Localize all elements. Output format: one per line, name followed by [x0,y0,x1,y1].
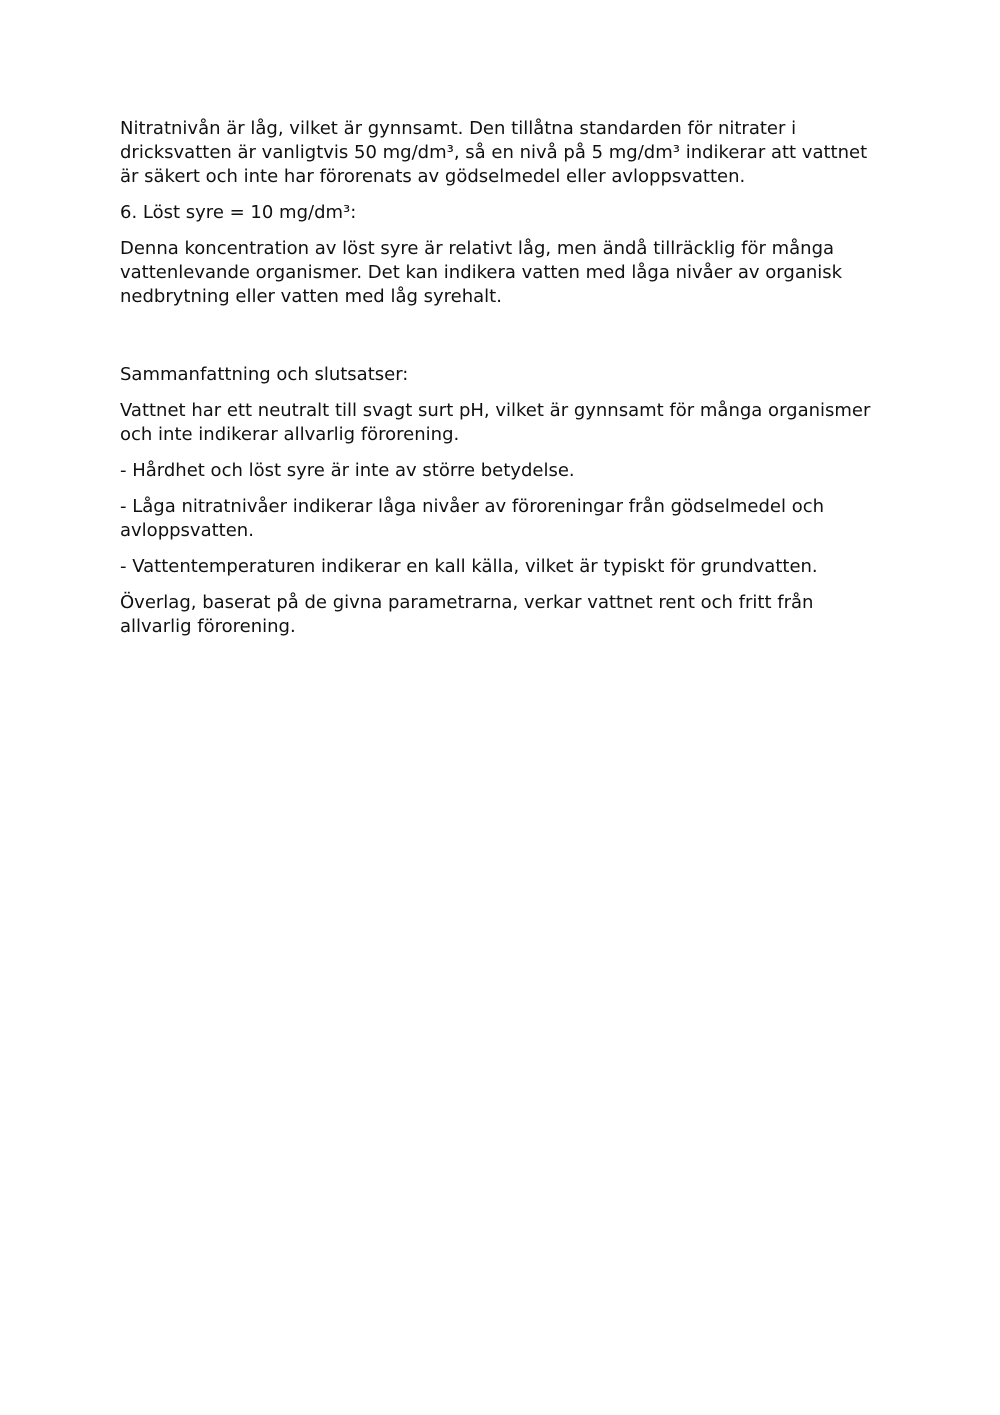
paragraph-summary-ph: Vattnet har ett neutralt till svagt surt pH, vilket är gynnsamt för många organismer och inte indikerar allvarlig förorening. [120,400,871,445]
bullet-nitrate: - Låga nitratnivåer indikerar låga nivåer av föroreningar från gödselmedel och avloppsvatten. [120,496,825,541]
document-body [120,117,880,651]
bullet-temperature: - Vattentemperaturen indikerar en kall källa, vilket är typiskt för grundvatten. [120,556,818,577]
heading-dissolved-oxygen: 6. Löst syre = 10 mg/dm³: [120,202,357,223]
paragraph-nitrate-level: Nitratnivån är låg, vilket är gynnsamt. Den tillåtna standarden för nitrater i dricksvatten är vanligtvis 50 mg/dm³, så en nivå på 5 mg/dm³ indikerar att vattnet är säkert och inte har förorenats av gödselmedel eller avloppsvatten. [120,118,868,187]
heading-summary: Sammanfattning och slutsatser: [120,364,409,385]
paragraph-conclusion: Överlag, baserat på de givna parametrarna, verkar vattnet rent och fritt från allvarlig förorening. [120,592,814,637]
paragraph-dissolved-oxygen: Denna koncentration av löst syre är relativt låg, men ändå tillräcklig för många vattenlevande organismer. Det kan indikera vatten med låga nivåer av organisk nedbrytning eller vatten med låg syrehalt. [120,238,843,307]
bullet-hardness-oxygen: - Hårdhet och löst syre är inte av större betydelse. [120,460,575,481]
